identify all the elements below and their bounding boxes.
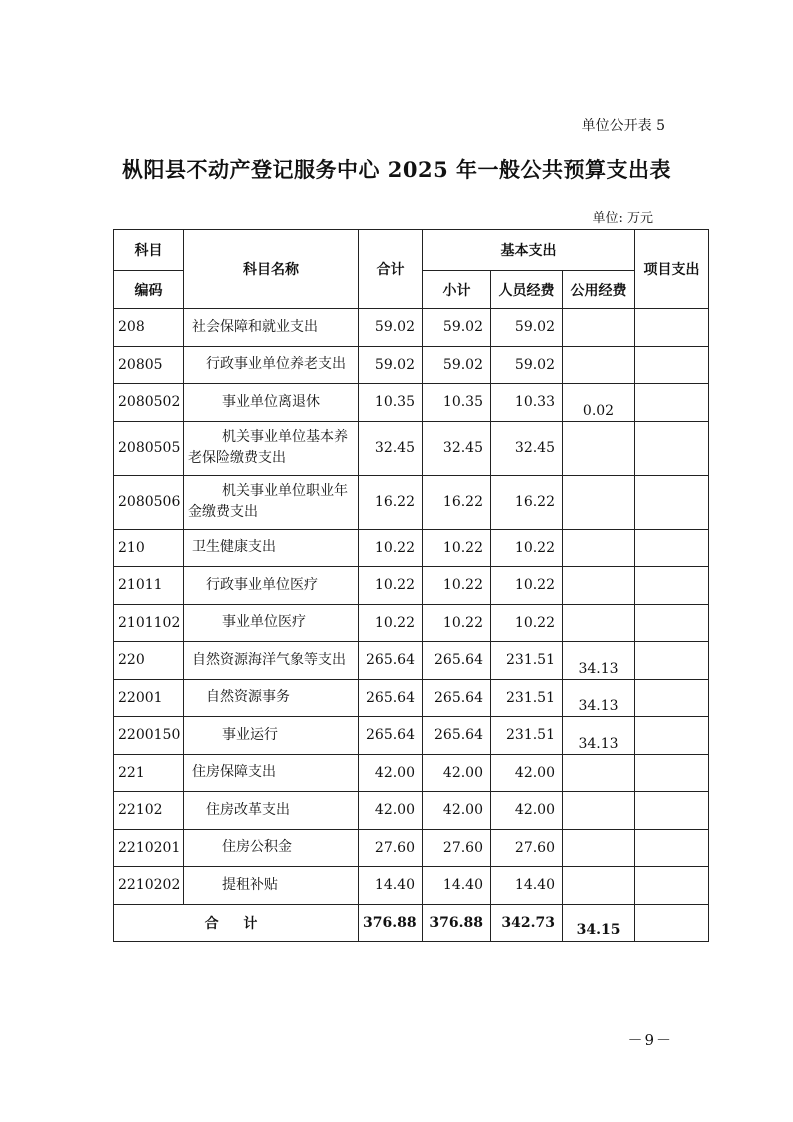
row-name <box>184 475 359 529</box>
row-total: 265.64 <box>359 642 423 680</box>
row-subtotal: 59.02 <box>423 309 491 347</box>
table-row <box>114 717 709 755</box>
total-project <box>635 904 709 941</box>
row-total: 59.02 <box>359 309 423 347</box>
row-public <box>563 346 635 384</box>
total-subtotal: 376.88 <box>423 904 491 941</box>
row-public <box>563 829 635 867</box>
table-row <box>114 754 709 792</box>
row-total: 27.60 <box>359 829 423 867</box>
header-personnel: 人员经费 <box>491 271 563 309</box>
row-public <box>563 867 635 905</box>
row-code: 2210202 <box>114 867 184 905</box>
row-total: 16.22 <box>359 475 423 529</box>
row-total: 265.64 <box>359 717 423 755</box>
row-name: 住房改革支出 <box>184 792 359 830</box>
page-title: 枞阳县不动产登记服务中心 2025 年一般公共预算支出表 <box>121 157 672 182</box>
table-label: 单位公开表 5 <box>581 118 665 134</box>
row-code: 20805 <box>114 346 184 384</box>
row-name: 事业单位医疗 <box>184 604 359 642</box>
row-personnel: 14.40 <box>491 867 563 905</box>
unit-label: 单位: 万元 <box>592 211 653 226</box>
table-row <box>114 867 709 905</box>
row-personnel: 59.02 <box>491 346 563 384</box>
row-personnel: 42.00 <box>491 754 563 792</box>
row-public <box>563 421 635 475</box>
row-public <box>563 529 635 567</box>
row-personnel: 10.33 <box>491 384 563 422</box>
row-name: 社会保障和就业支出 <box>184 309 359 347</box>
row-subtotal: 42.00 <box>423 792 491 830</box>
row-code: 22001 <box>114 679 184 717</box>
row-total: 10.22 <box>359 604 423 642</box>
row-total: 10.22 <box>359 567 423 605</box>
row-project <box>635 604 709 642</box>
row-code: 2080506 <box>114 475 184 529</box>
row-personnel: 10.22 <box>491 529 563 567</box>
row-project <box>635 792 709 830</box>
row-personnel: 231.51 <box>491 642 563 680</box>
row-total: 265.64 <box>359 679 423 717</box>
row-project <box>635 867 709 905</box>
row-code: 2080505 <box>114 421 184 475</box>
row-total: 14.40 <box>359 867 423 905</box>
row-code: 208 <box>114 309 184 347</box>
row-total: 32.45 <box>359 421 423 475</box>
row-total: 42.00 <box>359 792 423 830</box>
row-personnel: 27.60 <box>491 829 563 867</box>
row-public <box>563 792 635 830</box>
row-project <box>635 567 709 605</box>
row-name: 卫生健康支出 <box>184 529 359 567</box>
row-public <box>563 754 635 792</box>
header-project: 项目支出 <box>635 230 709 309</box>
row-total: 59.02 <box>359 346 423 384</box>
row-subtotal: 265.64 <box>423 679 491 717</box>
row-public: 0.02 <box>563 384 635 422</box>
row-subtotal: 265.64 <box>423 642 491 680</box>
table-row <box>114 829 709 867</box>
row-project <box>635 642 709 680</box>
row-code: 21011 <box>114 567 184 605</box>
row-subtotal: 59.02 <box>423 346 491 384</box>
row-name: 自然资源事务 <box>184 679 359 717</box>
total-row <box>114 904 709 941</box>
row-project <box>635 421 709 475</box>
header-code-line1: 科目 <box>114 230 184 271</box>
page-number: －9－ <box>627 1031 673 1049</box>
row-public <box>563 567 635 605</box>
header-public: 公用经费 <box>563 271 635 309</box>
header-subtotal: 小计 <box>423 271 491 309</box>
row-public <box>563 309 635 347</box>
row-code: 210 <box>114 529 184 567</box>
row-code: 2080502 <box>114 384 184 422</box>
row-project <box>635 754 709 792</box>
row-public: 34.13 <box>563 642 635 680</box>
row-subtotal: 42.00 <box>423 754 491 792</box>
row-project <box>635 829 709 867</box>
table-row <box>114 529 709 567</box>
row-code: 2200150 <box>114 717 184 755</box>
row-subtotal: 265.64 <box>423 717 491 755</box>
table-row <box>114 346 709 384</box>
table-row <box>114 309 709 347</box>
row-project <box>635 529 709 567</box>
row-personnel: 10.22 <box>491 567 563 605</box>
row-personnel: 231.51 <box>491 679 563 717</box>
row-subtotal: 10.35 <box>423 384 491 422</box>
row-project <box>635 717 709 755</box>
table-row <box>114 421 709 475</box>
row-total: 42.00 <box>359 754 423 792</box>
header-name: 科目名称 <box>184 230 359 309</box>
total-total: 376.88 <box>359 904 423 941</box>
row-name: 事业运行 <box>184 717 359 755</box>
header-code-line2: 编码 <box>114 271 184 309</box>
header-total: 合计 <box>359 230 423 309</box>
row-subtotal: 10.22 <box>423 604 491 642</box>
row-subtotal: 27.60 <box>423 829 491 867</box>
row-name: 行政事业单位养老支出 <box>184 346 359 384</box>
total-label: 合 计 <box>114 904 359 941</box>
row-name <box>184 421 359 475</box>
table-row <box>114 567 709 605</box>
row-project <box>635 384 709 422</box>
row-public <box>563 604 635 642</box>
row-total: 10.35 <box>359 384 423 422</box>
row-code: 22102 <box>114 792 184 830</box>
row-project <box>635 309 709 347</box>
row-personnel: 16.22 <box>491 475 563 529</box>
header-basic: 基本支出 <box>423 230 635 271</box>
row-public: 34.13 <box>563 717 635 755</box>
row-name: 行政事业单位医疗 <box>184 567 359 605</box>
row-name-line1: 机关事业单位职业年 <box>222 483 348 499</box>
row-personnel: 59.02 <box>491 309 563 347</box>
row-code: 2101102 <box>114 604 184 642</box>
table-row <box>114 475 709 529</box>
row-code: 2210201 <box>114 829 184 867</box>
row-personnel: 32.45 <box>491 421 563 475</box>
table-row <box>114 679 709 717</box>
row-name-line2: 老保险缴费支出 <box>188 450 286 466</box>
table-row <box>114 792 709 830</box>
row-project <box>635 475 709 529</box>
row-name: 事业单位离退休 <box>184 384 359 422</box>
table-row <box>114 604 709 642</box>
row-name-line1: 机关事业单位基本养 <box>222 429 348 445</box>
row-name: 提租补贴 <box>184 867 359 905</box>
row-name: 自然资源海洋气象等支出 <box>184 642 359 680</box>
table-row <box>114 642 709 680</box>
row-subtotal: 10.22 <box>423 567 491 605</box>
row-subtotal: 14.40 <box>423 867 491 905</box>
row-subtotal: 32.45 <box>423 421 491 475</box>
row-name-line2: 金缴费支出 <box>188 504 258 520</box>
row-personnel: 10.22 <box>491 604 563 642</box>
row-subtotal: 10.22 <box>423 529 491 567</box>
row-project <box>635 346 709 384</box>
row-personnel: 42.00 <box>491 792 563 830</box>
total-public: 34.15 <box>563 904 635 941</box>
row-code: 220 <box>114 642 184 680</box>
row-public <box>563 475 635 529</box>
row-total: 10.22 <box>359 529 423 567</box>
row-subtotal: 16.22 <box>423 475 491 529</box>
total-personnel: 342.73 <box>491 904 563 941</box>
table-row <box>114 384 709 422</box>
budget-table <box>113 229 709 942</box>
row-project <box>635 679 709 717</box>
row-name: 住房公积金 <box>184 829 359 867</box>
row-personnel: 231.51 <box>491 717 563 755</box>
row-name: 住房保障支出 <box>184 754 359 792</box>
row-code: 221 <box>114 754 184 792</box>
row-public: 34.13 <box>563 679 635 717</box>
